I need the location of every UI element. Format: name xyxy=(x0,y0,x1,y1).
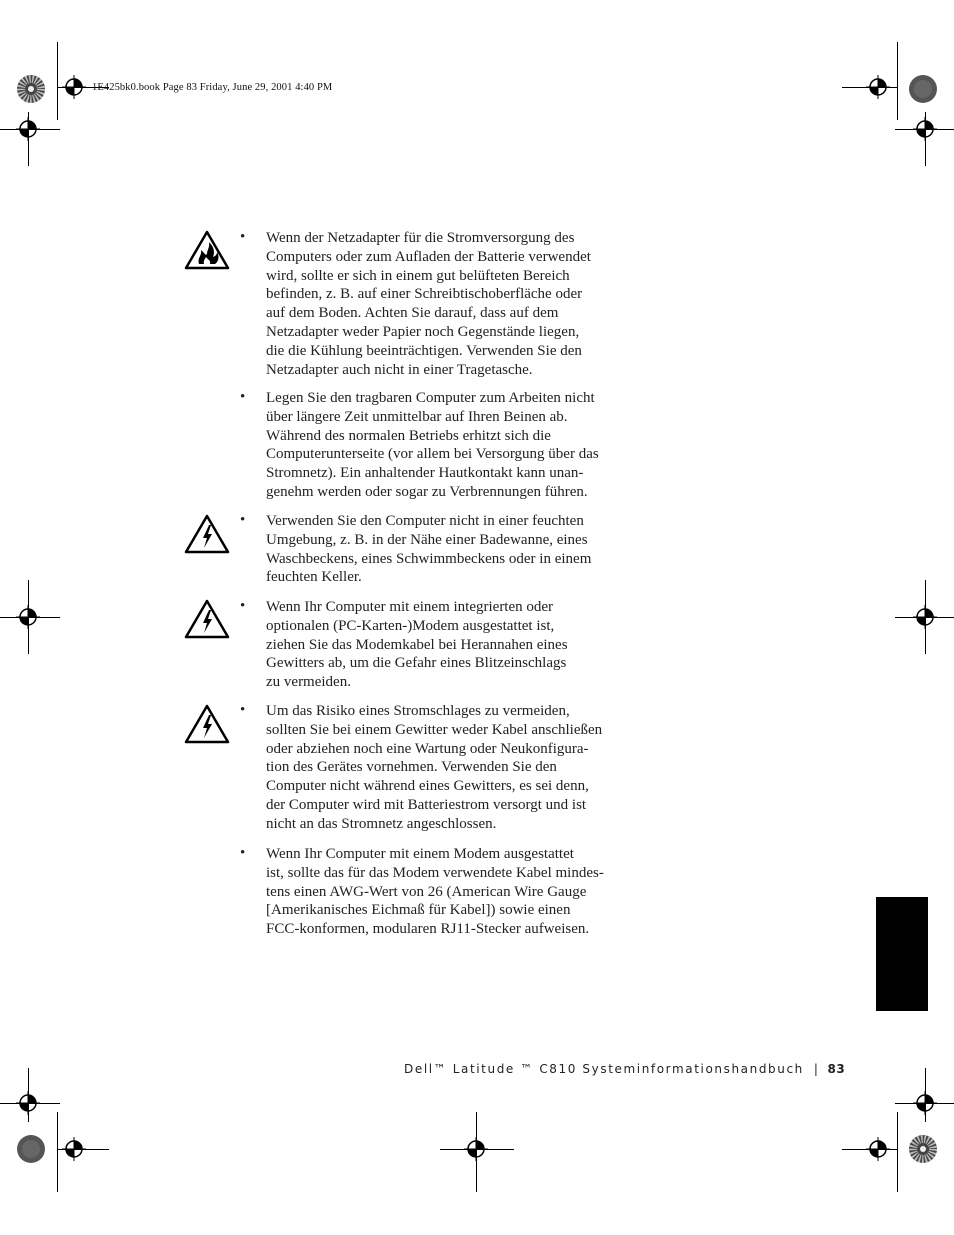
electric-shock-warning-icon xyxy=(184,514,230,554)
safety-item xyxy=(240,229,640,379)
safety-item xyxy=(240,702,640,834)
crop-mark xyxy=(897,42,898,120)
bullet: • xyxy=(240,512,246,528)
safety-item xyxy=(240,845,640,939)
bullet: • xyxy=(240,598,246,614)
print-header: 1E425bk0.book Page 83 Friday, June 29, 2001 4:40 PM xyxy=(92,82,333,93)
registration-mark-icon xyxy=(913,117,937,141)
registration-mark-icon xyxy=(16,117,40,141)
page-footer xyxy=(404,1062,845,1076)
registration-mark-icon xyxy=(62,75,86,99)
section-thumb-tab xyxy=(876,897,928,1011)
bullet: • xyxy=(240,845,246,861)
bullet: • xyxy=(240,389,246,405)
safety-item-text: Um das Risiko eines Stromschlages zu vermeiden, sollten Sie bei einem Gewitter weder Kabel anschließen oder abziehen noch eine Wartung oder Neukonfigura- tion des Gerätes vornehmen. Verwenden Sie den Computer nicht während eines Gewitters, es sei denn, der Computer wird mit Batteriestrom versorgt und ist nicht an das Stromnetz angeschlossen. xyxy=(266,703,603,832)
footer-title: Dell™ Latitude ™ C810 Systeminformationshandbuch xyxy=(404,1062,804,1076)
registration-mark-icon xyxy=(464,1137,488,1161)
electric-shock-warning-icon xyxy=(184,599,230,639)
electric-shock-warning-icon xyxy=(184,704,230,744)
bullet: • xyxy=(240,702,246,718)
color-target-icon xyxy=(16,74,46,104)
fire-warning-icon xyxy=(184,230,230,270)
registration-mark-icon xyxy=(913,605,937,629)
safety-item-text: Wenn der Netzadapter für die Stromversorgung des Computers oder zum Aufladen der Batterie verwendet wird, sollte er sich in einem gut belüfteten Bereich befinden, z. B. auf einer Schreibtischoberfläche oder auf dem Boden. Achten Sie darauf, dass auf dem Netzadapter weder Papier noch Gegenstände liegen, die die Kühlung beeinträchtigen. Verwenden Sie den Netzadapter auch nicht in einer Tragetasche. xyxy=(266,230,591,378)
safety-item-text: Wenn Ihr Computer mit einem Modem ausgestattet ist, sollte das für das Modem verwendete Kabel mindes- tens einen AWG-Wert von 26 (American Wire Gauge [Amerikanisches Eichmaß für Kabel]) sowie einen FCC-konformen, modularen RJ11-Stecker aufweisen. xyxy=(266,846,604,938)
crop-mark xyxy=(57,1112,58,1192)
registration-mark-icon xyxy=(866,1137,890,1161)
page-number: 83 xyxy=(827,1062,846,1076)
registration-mark-icon xyxy=(866,75,890,99)
crop-mark xyxy=(897,1112,898,1192)
footer-separator: | xyxy=(813,1062,820,1076)
color-target-icon xyxy=(908,74,938,104)
bullet: • xyxy=(240,229,246,245)
registration-mark-icon xyxy=(62,1137,86,1161)
safety-item xyxy=(240,389,640,502)
safety-item xyxy=(240,512,640,587)
safety-item-text: Legen Sie den tragbaren Computer zum Arbeiten nicht über längere Zeit unmittelbar auf Ihren Beinen ab. Während des normalen Betriebs erhitzt sich die Computerunterseite (vor allem bei Versorgung über das Stromnetz). Ein anhaltender Hautkontakt kann unan- genehm werden oder sogar zu Verbrennungen führen. xyxy=(266,390,599,500)
safety-item xyxy=(240,598,640,692)
crop-mark xyxy=(57,42,58,120)
safety-item-text: Verwenden Sie den Computer nicht in einer feuchten Umgebung, z. B. in der Nähe einer Badewanne, eines Waschbeckens, eines Schwimmbeckens oder in einem feuchten Keller. xyxy=(266,513,592,586)
registration-mark-icon xyxy=(16,1091,40,1115)
color-target-icon xyxy=(908,1134,938,1164)
color-target-icon xyxy=(16,1134,46,1164)
safety-item-text: Wenn Ihr Computer mit einem integrierten oder optionalen (PC-Karten-)Modem ausgestattet ist, ziehen Sie das Modemkabel bei Herannahen eines Gewitters ab, um die Gefahr eines Blitzeinschlags zu vermeiden. xyxy=(266,599,568,691)
registration-mark-icon xyxy=(913,1091,937,1115)
registration-mark-icon xyxy=(16,605,40,629)
